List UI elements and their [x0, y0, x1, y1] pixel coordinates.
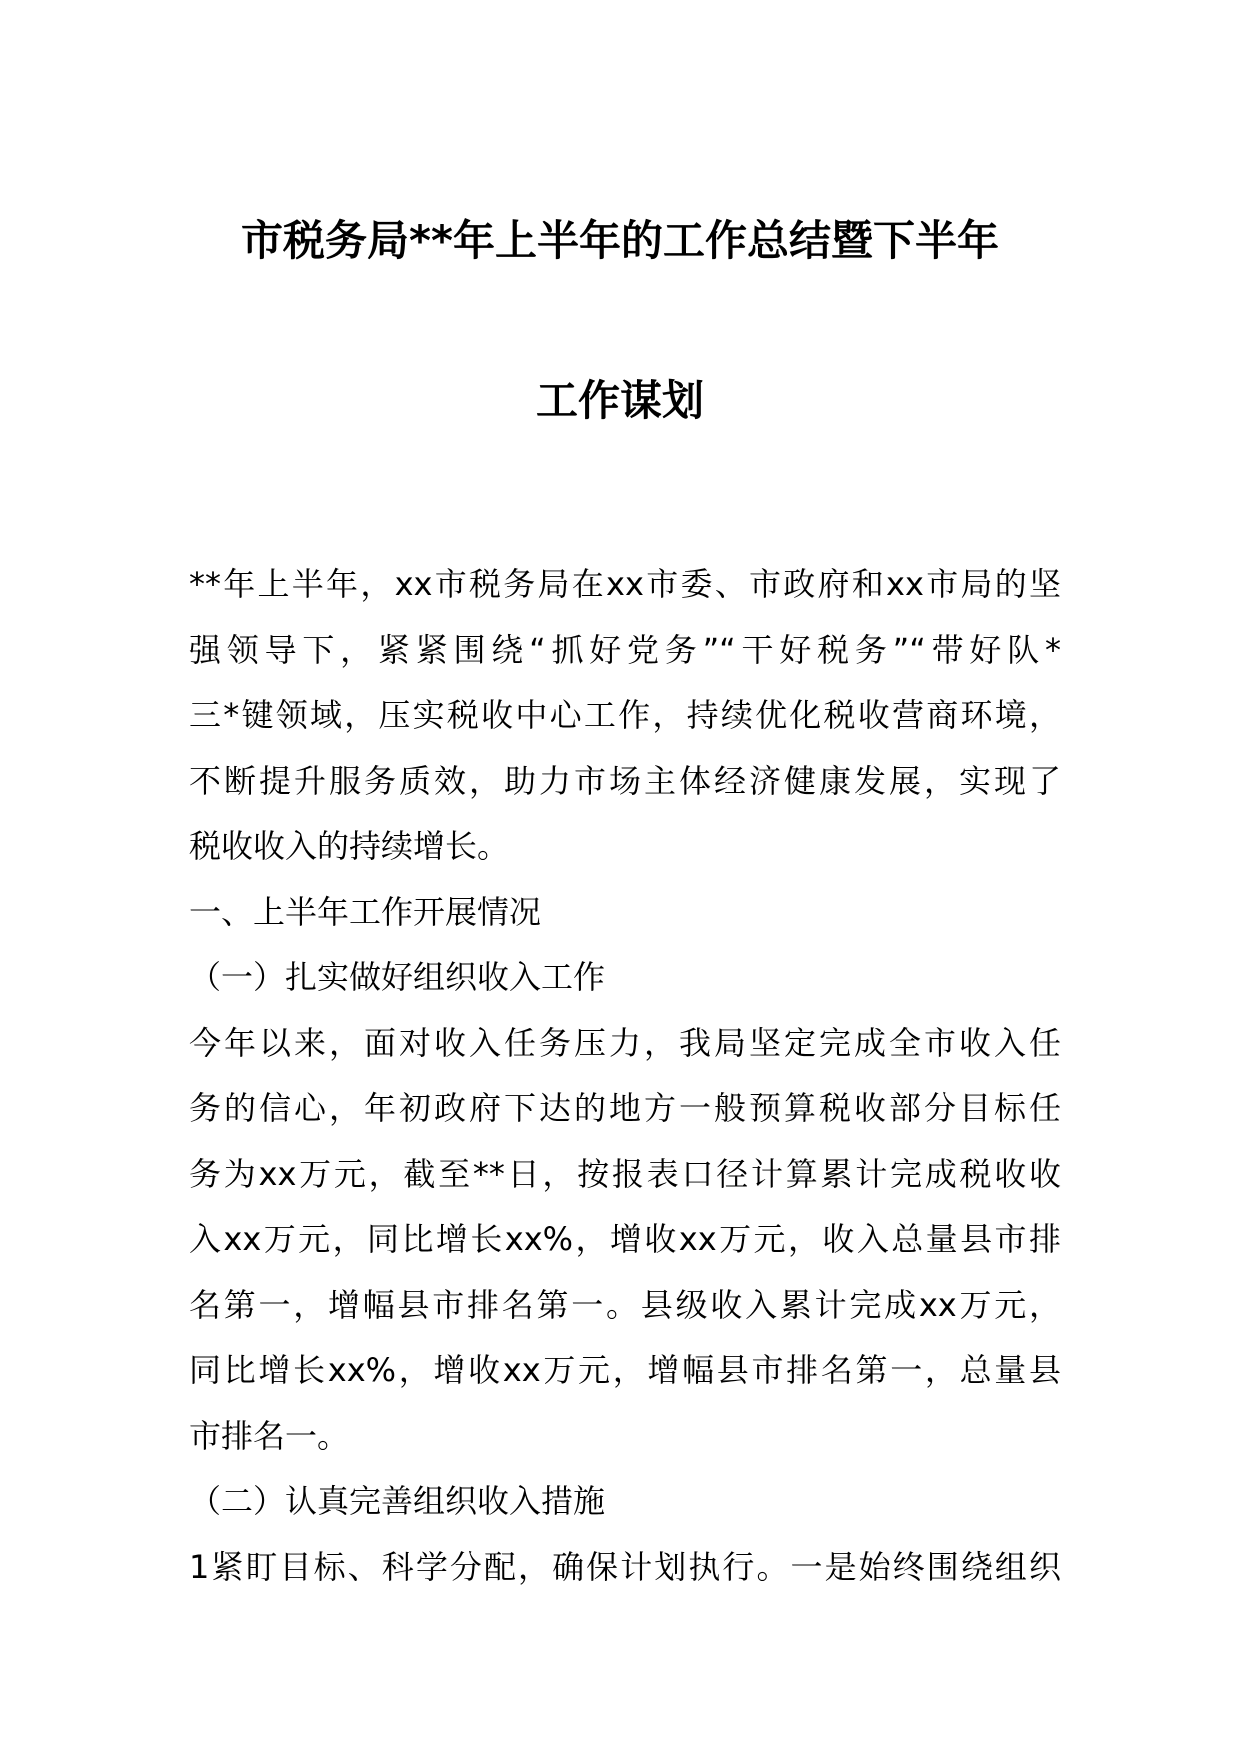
body-text-line: 三*键领域，压实税收中心工作，持续优化税收营商环境，	[189, 696, 1061, 734]
body-text-line: 强领导下，紧紧围绕“抓好党务”“干好税务”“带好队*	[189, 630, 1061, 669]
body-text-line: 务为xx万元，截至**日，按报表口径计算累计完成税收收	[189, 1154, 1061, 1193]
document-title-line-1: 市税务局**年上半年的工作总结暨下半年	[241, 216, 999, 265]
body-text-line: 市排名一。	[189, 1416, 350, 1455]
body-text-line: 务的信心，年初政府下达的地方一般预算税收部分目标任	[189, 1089, 1061, 1127]
body-text-line: 名第一，增幅县市排名第一。县级收入累计完成xx万元，	[189, 1285, 1061, 1324]
body-text-line: （一）扎实做好组织收入工作	[189, 958, 606, 996]
document-body	[189, 552, 1061, 1600]
document-title-line-2: 工作谋划	[535, 376, 704, 425]
body-text-line: 税收收入的持续增长。	[189, 827, 510, 865]
body-text-line: 同比增长xx%，增收xx万元，增幅县市排名第一，总量县	[189, 1351, 1061, 1389]
body-text-line: 1紧盯目标、科学分配，确保计划执行。一是始终围绕组织	[189, 1547, 1061, 1586]
body-text-line: 不断提升服务质效，助力市场主体经济健康发展，实现了	[189, 761, 1061, 800]
body-text-line: **年上半年，xx市税务局在xx市委、市政府和xx市局的坚	[189, 565, 1061, 603]
body-text-line: 今年以来，面对收入任务压力，我局坚定完成全市收入任	[189, 1023, 1061, 1062]
body-text-line: 一、上半年工作开展情况	[189, 892, 542, 931]
body-text-line: （二）认真完善组织收入措施	[189, 1482, 606, 1520]
body-text-line: 入xx万元，同比增长xx%，增收xx万元，收入总量县市排	[189, 1220, 1061, 1258]
